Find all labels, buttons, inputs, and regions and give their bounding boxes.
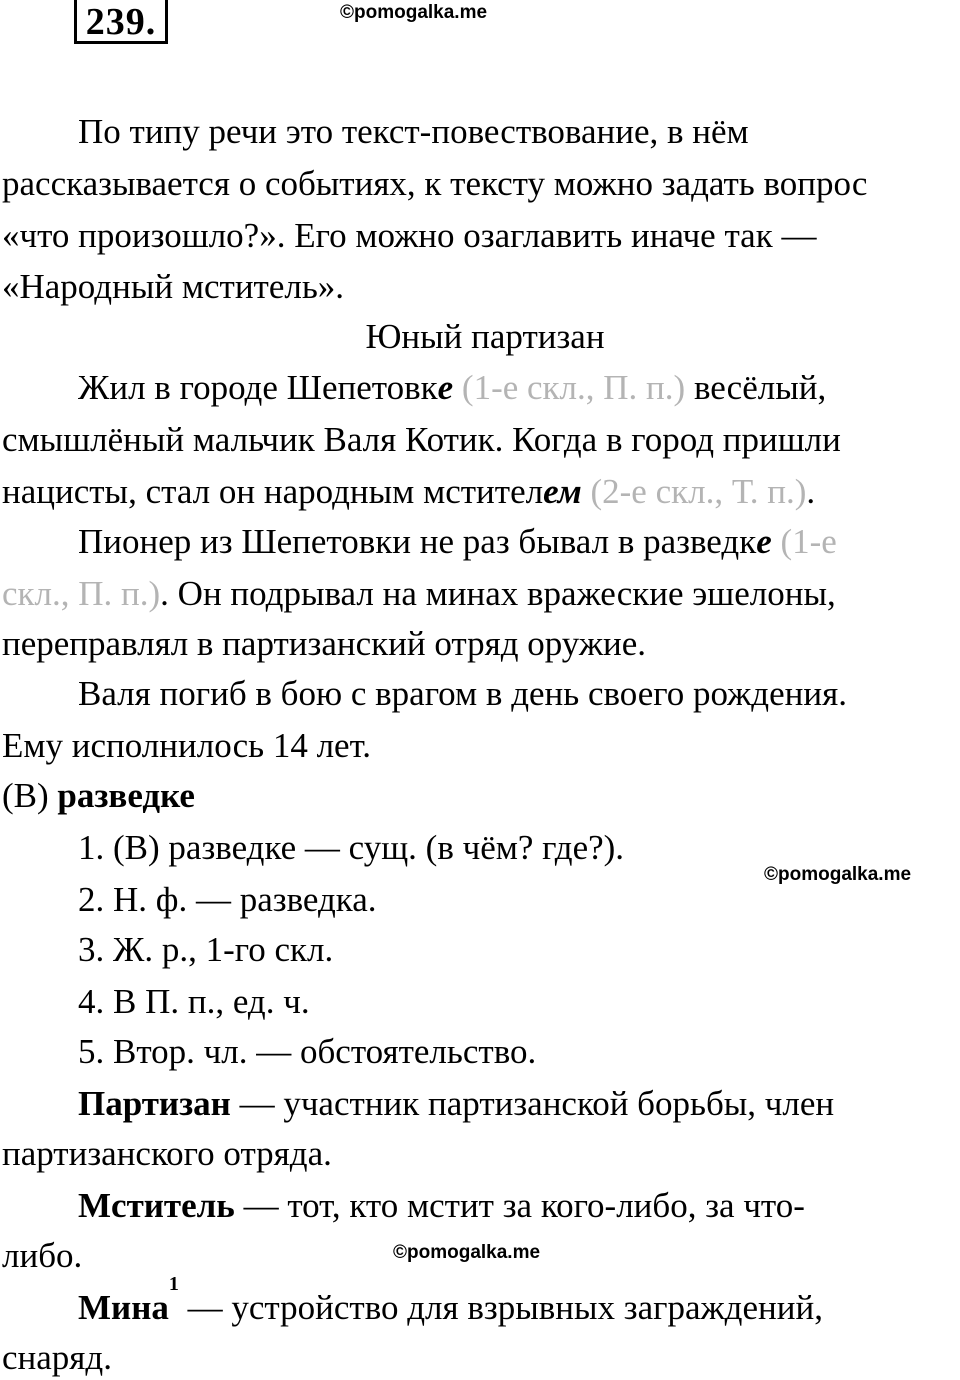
definition: Мина$^1$ — устройство для взрывных заграждений, [78, 1273, 823, 1327]
analysis-item: 3. Ж. р., 1-го скл. [78, 930, 334, 969]
watermark: ©pomogalka.me [764, 864, 912, 885]
ending-highlight: ем [543, 472, 582, 511]
analysis-item: 1. (В) разведке — сущ. (в чём? где?). [78, 828, 625, 867]
story-line: Валя погиб в бою с врагом в день своего рождения. [78, 674, 847, 713]
definition-cont: партизанского отряда. [2, 1134, 332, 1173]
definition-term: Мина [78, 1288, 169, 1327]
intro-line: «что произошло?». Его можно озаглавить иначе так — [2, 216, 817, 255]
intro-line: По типу речи это текст-повествование, в нём [78, 112, 749, 151]
analysis-item: 5. Втор. чл. — обстоятельство. [78, 1032, 537, 1071]
watermark: ©pomogalka.me [340, 2, 488, 23]
story-line: Жил в городе Шепетовке (1-е скл., П. п.) весёлый, [78, 368, 827, 407]
analysis-heading: (В) разведке [2, 776, 195, 815]
story-line: смышлёный мальчик Валя Котик. Когда в город пришли [2, 420, 841, 459]
watermark: ©pomogalka.me [393, 1242, 541, 1263]
grammar-note: скл., П. п.) [2, 574, 161, 613]
definition-cont: снаряд. [2, 1338, 112, 1377]
definition-cont: либо. [2, 1236, 83, 1275]
analysis-item: 4. В П. п., ед. ч. [78, 982, 310, 1021]
grammar-note: (2-е скл., Т. п.) [590, 472, 807, 511]
story-title: Юный партизан [365, 317, 605, 356]
grammar-note: (1-е скл., П. п.) [461, 368, 686, 407]
definition: Партизан — участник партизанской борьбы, член [78, 1084, 835, 1123]
story-line: Пионер из Шепетовки не раз бывал в разведке (1-е [78, 522, 837, 561]
definition-term: Мститель [78, 1186, 235, 1225]
ending-highlight: е [437, 368, 454, 407]
definition-term: Партизан [78, 1084, 231, 1123]
superscript: 1 [168, 1273, 179, 1295]
definition: Мститель — тот, кто мстит за кого-либо, за что- [78, 1186, 805, 1225]
story-line: скл., П. п.). Он подрывал на минах вражеские эшелоны, [2, 574, 836, 613]
story-line: нацисты, стал он народным мстителем (2-е скл., Т. п.). [2, 472, 816, 511]
analysis-item: 2. Н. ф. — разведка. [78, 880, 377, 919]
story-line: переправлял в партизанский отряд оружие. [2, 624, 647, 663]
ending-highlight: е [756, 522, 772, 561]
grammar-note: (1-е [780, 522, 837, 561]
intro-line: «Народный мститель». [2, 267, 345, 306]
intro-line: рассказывается о событиях, к тексту можно задать вопрос [2, 164, 868, 203]
task-number: 239. [74, 0, 168, 44]
story-line: Ему исполнилось 14 лет. [2, 726, 371, 765]
